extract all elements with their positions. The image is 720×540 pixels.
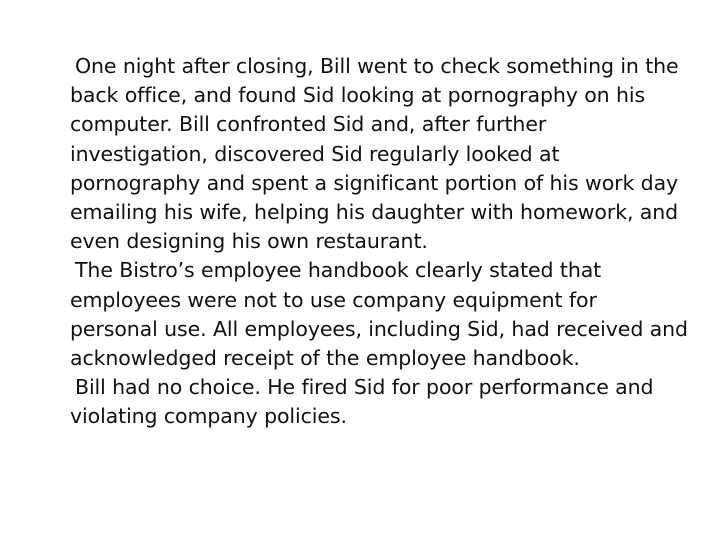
paragraph-1: One night after closing, Bill went to check something in the back office, and found Sid looking at pornography on his computer. Bill confronted Sid and, after further investigation, discovered Sid regularly looked at pornography and spent a significant portion of his work day emailing his wife, helping his daughter with homework, and even designing his own restaurant. [70,54,679,254]
paragraph-2: The Bistro’s employee handbook clearly stated that employees were not to use company equipment for personal use. All employees, including Sid, had received and acknowledged receipt of the employee handbook. [70,258,688,371]
body-text [70,52,690,432]
paragraph-3: Bill had no choice. He fired Sid for poor performance and violating company policies. [70,375,654,429]
